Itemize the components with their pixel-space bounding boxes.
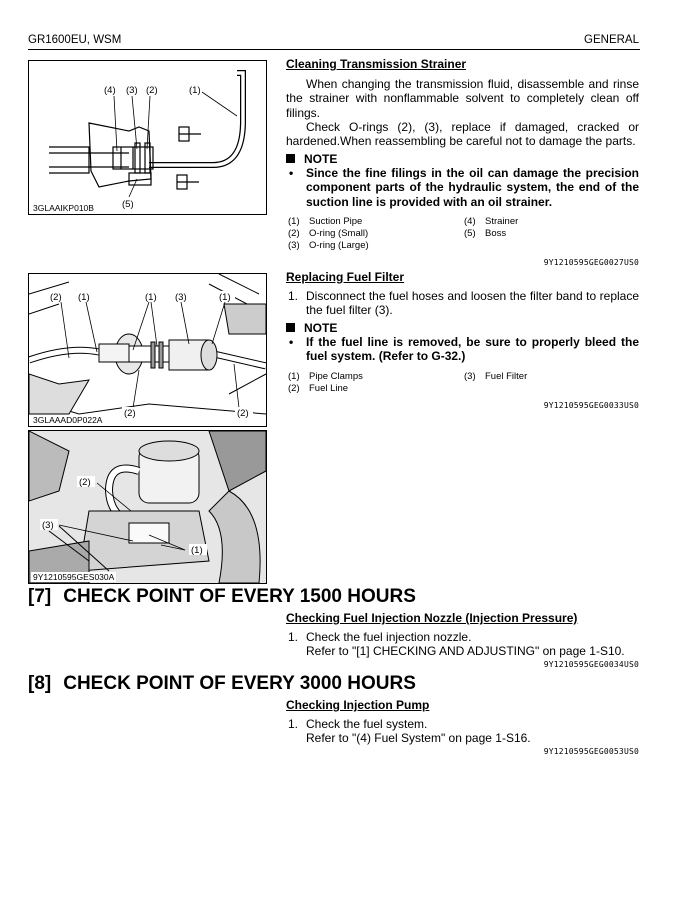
chapter-heading-8: [8] CHECK POINT OF EVERY 3000 HOURS xyxy=(28,673,416,694)
callout-label: (1) xyxy=(189,85,201,96)
paragraph: When changing the transmission fluid, disassemble and rinse the strainer with nonflammable solvent to completely clean off filings. xyxy=(286,77,639,120)
note-square-icon xyxy=(286,323,295,332)
section-title-injection-pump: Checking Injection Pump xyxy=(286,698,430,712)
header-section: GENERAL xyxy=(584,34,639,46)
callout-label: (2) xyxy=(124,408,136,419)
document-code: 9Y1210595GEG0027US0 xyxy=(543,258,639,267)
step-text: Check the fuel system. xyxy=(306,717,428,731)
callout-label: (5) xyxy=(122,199,134,210)
bullet-dot: • xyxy=(289,335,294,349)
legend-list xyxy=(288,371,363,395)
step-text: Disconnect the fuel hoses and loosen the filter band to replace the fuel filter (3). xyxy=(306,289,639,318)
callout-label: (1) xyxy=(145,292,157,303)
callout-label: (4) xyxy=(104,85,116,96)
callout-label: (2) xyxy=(237,408,249,419)
callout-label: (1) xyxy=(78,292,90,303)
document-code: 9Y1210595GEG0053US0 xyxy=(543,747,639,756)
legend-item: (4) Strainer xyxy=(464,216,519,227)
document-code: 9Y1210595GEG0033US0 xyxy=(543,401,639,410)
legend-item: (2) O-ring (Small) xyxy=(288,228,369,239)
callout-label: (3) xyxy=(126,85,138,96)
callout-label: (2) xyxy=(79,477,91,488)
reference-text: Refer to "[1] CHECKING AND ADJUSTING" on page 1-S10. xyxy=(306,644,625,658)
paragraph: Check O-rings (2), (3), replace if damaged, cracked or hardened.When reassembling be careful not to damage the parts. xyxy=(286,120,639,149)
fuel-filter-figure xyxy=(28,273,267,427)
callout-label: (2) xyxy=(146,85,158,96)
strainer-drawing xyxy=(29,61,266,214)
leader-line xyxy=(114,96,117,151)
callout-label: (3) xyxy=(175,292,187,303)
section-title-nozzle: Checking Fuel Injection Nozzle (Injection Pressure) xyxy=(286,611,578,625)
reference-text: Refer to "(4) Fuel System" on page 1-S16. xyxy=(306,731,531,745)
chapter-heading-7: [7] CHECK POINT OF EVERY 1500 HOURS xyxy=(28,586,416,607)
callout-label: (1) xyxy=(191,545,203,556)
section-title-fuel-filter: Replacing Fuel Filter xyxy=(286,270,405,284)
legend-list xyxy=(464,216,518,240)
strainer-figure xyxy=(28,60,267,215)
legend-item: (1) Suction Pipe xyxy=(288,216,363,227)
note-square-icon xyxy=(286,154,295,163)
step-text: Check the fuel injection nozzle. xyxy=(306,630,472,644)
fuel-filter-location-drawing xyxy=(29,431,266,583)
callout-label: (2) xyxy=(50,292,62,303)
leader-line xyxy=(132,96,137,149)
figure-caption: 3GLAAAD0P022A xyxy=(33,415,103,425)
note-text: If the fuel line is removed, be sure to properly bleed the fuel system. (Refer to G-32.) xyxy=(306,335,639,364)
bullet-dot: • xyxy=(289,166,294,180)
fuel-filter-location-figure xyxy=(28,430,267,584)
legend-item: (3) O-ring (Large) xyxy=(288,240,369,251)
leader-line xyxy=(202,92,237,116)
figure-caption: 3GLAAIKP010B xyxy=(33,203,94,213)
note-heading: NOTE xyxy=(286,152,337,166)
step-number: 1. xyxy=(288,717,299,731)
note-heading: NOTE xyxy=(286,321,337,335)
legend-item: (5) Boss xyxy=(464,228,507,239)
legend-item: (3) Fuel Filter xyxy=(464,371,528,382)
legend-item: (1) Pipe Clamps xyxy=(288,371,363,382)
note-text: Since the fine filings in the oil can damage the precision component parts of the hydraulic system, the end of the suction line is provided with an oil strainer. xyxy=(306,166,639,209)
fuel-filter-drawing xyxy=(29,274,266,426)
legend-list xyxy=(288,216,369,252)
legend-list xyxy=(464,371,527,383)
section-title-strainer: Cleaning Transmission Strainer xyxy=(286,57,467,71)
document-code: 9Y1210595GEG0034US0 xyxy=(543,660,639,669)
header-divider xyxy=(28,49,640,50)
legend-item: (2) Fuel Line xyxy=(288,383,349,394)
figure-caption: 9Y1210595GES030A xyxy=(33,572,115,582)
step-number: 1. xyxy=(288,630,299,644)
leader-line xyxy=(129,179,137,197)
callout-label: (3) xyxy=(42,520,54,531)
callout-label: (1) xyxy=(219,292,231,303)
header-doc-id: GR1600EU, WSM xyxy=(28,34,122,46)
step-number: 1. xyxy=(288,289,299,303)
